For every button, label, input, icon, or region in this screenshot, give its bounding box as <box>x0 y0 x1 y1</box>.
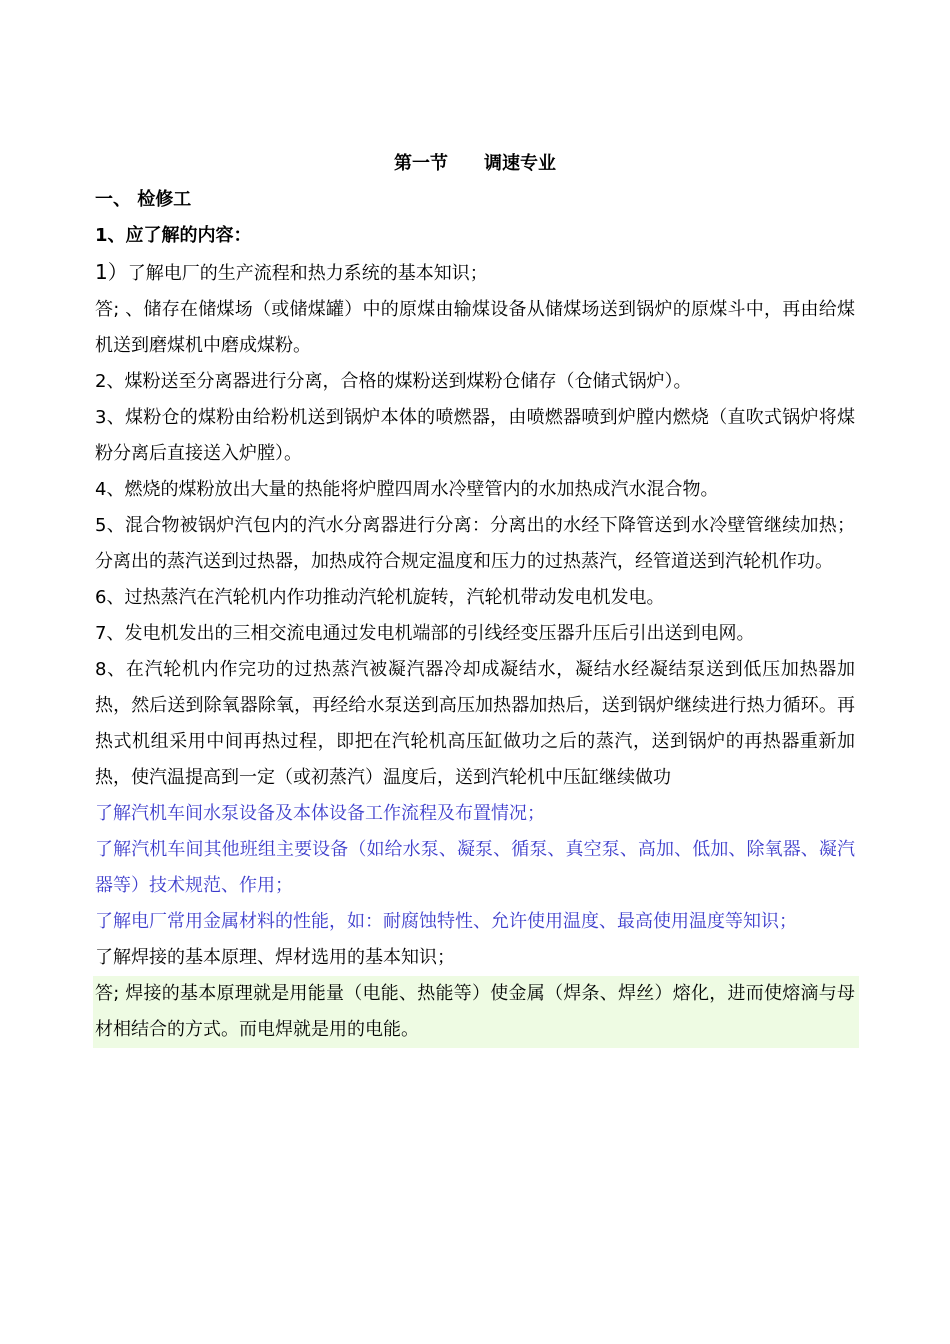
step-4: 4、燃烧的煤粉放出大量的热能将炉膛四周水冷壁管内的水加热成汽水混合物。 <box>95 479 719 500</box>
blue-item-pumps: 了解汽机车间水泵设备及本体设备工作流程及布置情况； <box>95 803 545 824</box>
step-2: 2、煤粉送至分离器进行分离，合格的煤粉送到煤粉仓储存（仓储式锅炉）。 <box>95 371 692 392</box>
section-title: 第一节 调速专业 <box>394 153 556 174</box>
item-1-text: 了解电厂的生产流程和热力系统的基本知识； <box>127 263 488 284</box>
document-body <box>95 146 855 1048</box>
blue-item-metals: 了解电厂常用金属材料的性能，如：耐腐蚀特性、允许使用温度、最高使用温度等知识； <box>95 911 797 932</box>
heading-repair-worker: 一、 检修工 <box>95 189 192 210</box>
welding-answer: 答; 焊接的基本原理就是用能量（电能、热能等）使金属（焊条、焊丝）熔化，进而使熔滴与母材相结合的方式。而电焊就是用的电能。 <box>93 976 859 1048</box>
step-6: 6、过热蒸汽在汽轮机内作功推动汽轮机旋转，汽轮机带动发电机发电。 <box>95 587 665 608</box>
step-3: 3、煤粉仓的煤粉由给粉机送到锅炉本体的喷燃器，由喷燃器喷到炉膛内燃烧（直吹式锅炉将煤粉分离后直接送入炉膛）。 <box>95 407 855 464</box>
heading-should-know: 1、应了解的内容： <box>95 225 252 246</box>
item-1-number: 1） <box>95 260 128 284</box>
answer-1: 答; 、储存在储煤场（或储煤罐）中的原煤由输煤设备从储煤场送到锅炉的原煤斗中，再由给煤机送到磨煤机中磨成煤粉。 <box>95 299 855 356</box>
step-8: 8、在汽轮机内作完功的过热蒸汽被凝汽器冷却成凝结水，凝结水经凝结泵送到低压加热器加热，然后送到除氧器除氧，再经给水泵送到高压加热器加热后，送到锅炉继续进行热力循环。再热式机组采用中间再热过程，即把在汽轮机高压缸做功之后的蒸汽，送到锅炉的再热器重新加热，使汽温提高到一定（或初蒸汽）温度后，送到汽轮机中压缸继续做功 <box>95 659 855 788</box>
item-1 <box>95 254 855 292</box>
blue-item-equipment: 了解汽机车间其他班组主要设备（如给水泵、凝泵、循泵、真空泵、高加、低加、除氧器、凝汽器等）技术规范、作用； <box>95 839 855 896</box>
welding-item: 了解焊接的基本原理、焊材选用的基本知识； <box>95 947 455 968</box>
step-5: 5、混合物被锅炉汽包内的汽水分离器进行分离：分离出的水经下降管送到水冷壁管继续加热；分离出的蒸汽送到过热器，加热成符合规定温度和压力的过热蒸汽，经管道送到汽轮机作功。 <box>95 515 855 572</box>
step-7: 7、发电机发出的三相交流电通过发电机端部的引线经变压器升压后引出送到电网。 <box>95 623 755 644</box>
